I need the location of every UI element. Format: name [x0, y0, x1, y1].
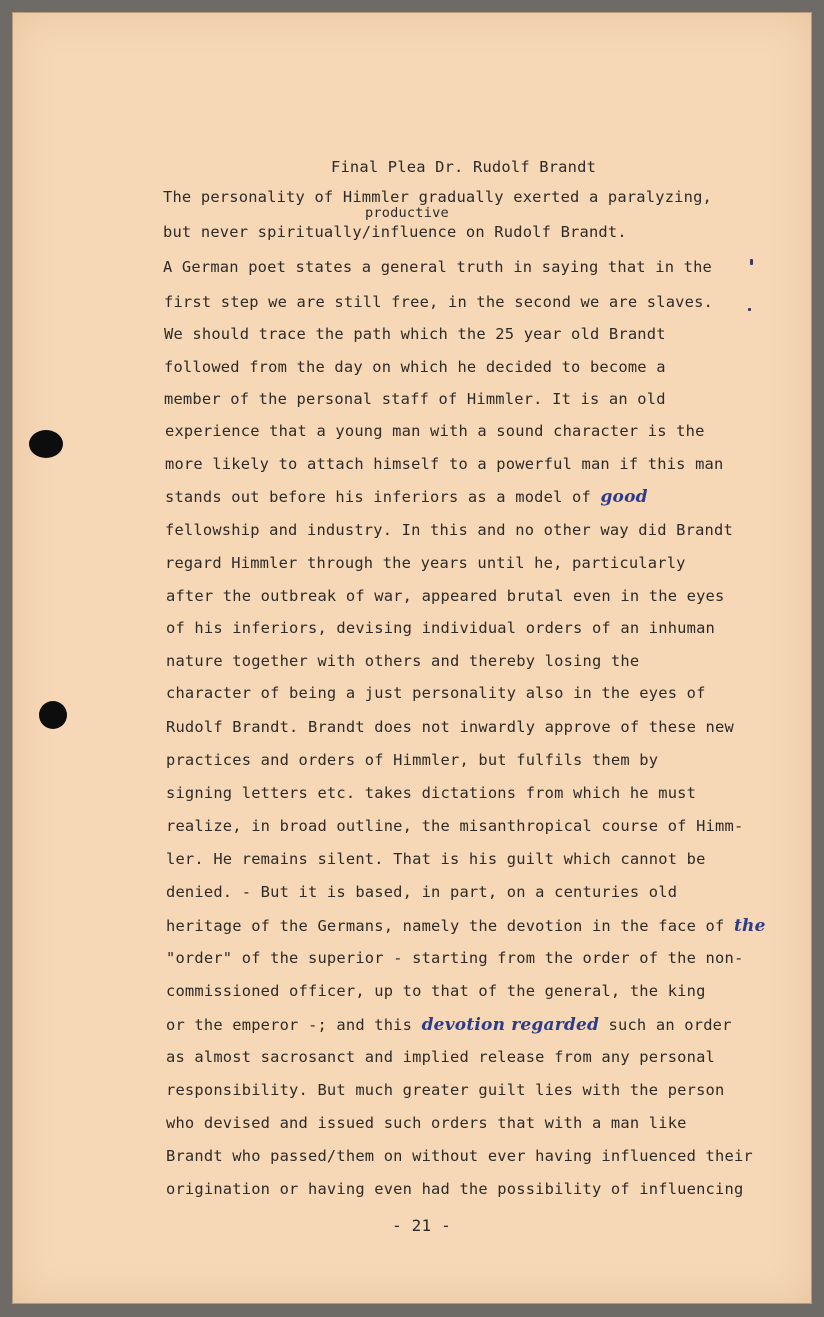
handwritten-insertion: productive — [365, 205, 449, 221]
document-title: Final Plea Dr. Rudolf Brandt — [331, 158, 597, 176]
text-line: "order" of the superior - starting from the order of the non- — [166, 949, 744, 967]
text-line: experience that a young man with a sound character is the — [165, 422, 705, 440]
text-line: We should trace the path which the 25 year old Brandt — [164, 325, 666, 343]
text-line: regard Himmler through the years until he, particularly — [165, 554, 686, 572]
text-line: or the emperor -; and this devotion regarded such an order — [166, 1015, 732, 1035]
handwritten-correction: devotion regarded — [421, 1015, 600, 1035]
text-line: origination or having even had the possibility of influencing — [166, 1180, 744, 1198]
text-line: practices and orders of Himmler, but fulfils them by — [166, 751, 659, 769]
punch-hole — [39, 701, 67, 729]
punch-hole — [29, 430, 63, 458]
text-line: more likely to attach himself to a powerful man if this man — [165, 455, 724, 473]
text-line: commissioned officer, up to that of the general, the king — [166, 982, 706, 1000]
text-line: fellowship and industry. In this and no other way did Brandt — [165, 521, 733, 539]
ink-mark — [748, 308, 751, 311]
text-line: Brandt who passed/them on without ever having influenced their — [166, 1147, 753, 1165]
document-page — [12, 12, 812, 1304]
text-line: ler. He remains silent. That is his guilt which cannot be — [166, 850, 706, 868]
text-line: stands out before his inferiors as a model of good — [165, 487, 648, 507]
text-line: realize, in broad outline, the misanthropical course of Himm- — [166, 817, 744, 835]
text-line: denied. - But it is based, in part, on a centuries old — [166, 883, 678, 901]
handwritten-correction: good — [600, 487, 648, 507]
text-line: first step we are still free, in the second we are slaves. — [164, 293, 714, 311]
text-line: The personality of Himmler gradually exerted a paralyzing, — [163, 188, 713, 206]
text-line: after the outbreak of war, appeared brutal even in the eyes — [166, 587, 725, 605]
text-line: as almost sacrosanct and implied release from any personal — [166, 1048, 716, 1066]
text-line: heritage of the Germans, namely the devotion in the face of the — [166, 916, 766, 936]
page-number: - 21 - — [392, 1216, 451, 1235]
text-line: member of the personal staff of Himmler. It is an old — [164, 390, 666, 408]
text-line: of his inferiors, devising individual orders of an inhuman — [166, 619, 716, 637]
handwritten-correction: the — [733, 916, 766, 936]
text-line: signing letters etc. takes dictations from which he must — [166, 784, 697, 802]
text-line: who devised and issued such orders that with a man like — [166, 1114, 687, 1132]
text-line: character of being a just personality also in the eyes of — [166, 684, 706, 702]
text-line: followed from the day on which he decided to become a — [164, 358, 666, 376]
text-line: A German poet states a general truth in saying that in the — [163, 258, 713, 276]
text-line: Rudolf Brandt. Brandt does not inwardly approve of these new — [166, 718, 734, 736]
ink-mark — [750, 259, 753, 265]
text-line: responsibility. But much greater guilt lies with the person — [166, 1081, 725, 1099]
text-line: but never spiritually/influence on Rudolf Brandt. — [163, 223, 627, 241]
text-line: nature together with others and thereby losing the — [166, 652, 640, 670]
